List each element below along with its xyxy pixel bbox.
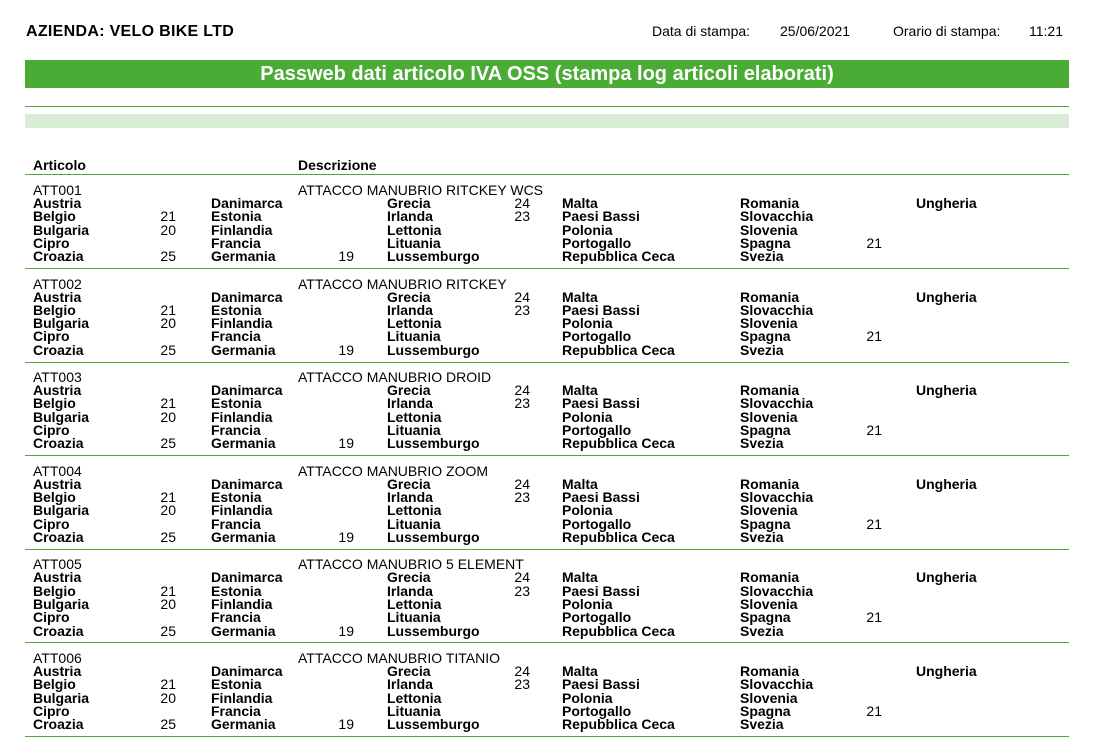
country-name: Repubblica Ceca xyxy=(562,622,675,639)
country-name: Cipro xyxy=(33,609,70,626)
country-name: Svezia xyxy=(740,716,784,733)
country-name: Slovacchia xyxy=(740,676,814,693)
country-name: Malta xyxy=(562,663,598,679)
vat-rate: 19 xyxy=(338,528,354,545)
country-name: Lussemburgo xyxy=(387,248,480,265)
country-name: Bulgaria xyxy=(33,315,90,332)
article-description: ATTACCO MANUBRIO TITANIO xyxy=(298,650,500,666)
vat-rate: 19 xyxy=(338,248,354,265)
country-name: Lussemburgo xyxy=(387,622,480,639)
country-name: Irlanda xyxy=(387,582,433,599)
country-name: Danimarca xyxy=(211,382,283,399)
country-name: Romania xyxy=(740,288,800,305)
vat-rate: 24 xyxy=(514,569,530,586)
country-name: Repubblica Ceca xyxy=(562,248,675,265)
country-name: Lituania xyxy=(387,609,441,626)
country-name: Portogallo xyxy=(562,328,632,345)
country-name: Romania xyxy=(740,475,800,492)
country-name: Germania xyxy=(211,716,276,733)
country-name: Malta xyxy=(562,288,598,305)
country-name: Danimarca xyxy=(211,195,283,211)
country-name: Lussemburgo xyxy=(387,435,480,452)
vat-rate: 21 xyxy=(866,702,882,719)
country-name: Paesi Bassi xyxy=(562,301,640,318)
country-name: Portogallo xyxy=(562,422,632,439)
vat-rate: 20 xyxy=(160,315,176,332)
vat-rate: 21 xyxy=(866,422,882,439)
record-divider xyxy=(25,642,1069,643)
country-name: Romania xyxy=(740,569,800,586)
article-description: ATTACCO MANUBRIO 5 ELEMENT xyxy=(298,556,524,573)
country-name: Lussemburgo xyxy=(387,716,480,733)
vat-rate: 21 xyxy=(160,582,176,599)
country-name: Slovacchia xyxy=(740,301,814,318)
vat-rate: 23 xyxy=(514,582,530,599)
article-code: ATT003 xyxy=(33,369,82,386)
country-name: Romania xyxy=(740,663,800,679)
country-name: Polonia xyxy=(562,595,613,612)
country-name: Lituania xyxy=(387,515,441,532)
country-name: Belgio xyxy=(33,301,76,318)
country-name: Danimarca xyxy=(211,663,283,679)
country-name: Malta xyxy=(562,475,598,492)
record-divider xyxy=(25,362,1069,363)
article-description: ATTACCO MANUBRIO RITCKEY WCS xyxy=(298,182,544,198)
country-name: Ungheria xyxy=(916,569,977,586)
country-name: Cipro xyxy=(33,515,70,532)
country-name: Finlandia xyxy=(211,689,273,706)
country-name: Germania xyxy=(211,435,276,452)
country-name: Lettonia xyxy=(387,408,442,425)
country-name: Grecia xyxy=(387,195,431,211)
print-date-value: 25/06/2021 xyxy=(780,23,851,39)
country-name: Belgio xyxy=(33,208,76,225)
country-name: Cipro xyxy=(33,234,70,251)
country-name: Paesi Bassi xyxy=(562,582,640,599)
country-name: Ungheria xyxy=(916,475,977,492)
country-name: Lussemburgo xyxy=(387,528,480,545)
country-name: Slovenia xyxy=(740,502,798,519)
country-name: Danimarca xyxy=(211,475,283,492)
country-name: Repubblica Ceca xyxy=(562,716,675,733)
country-name: Finlandia xyxy=(211,595,273,612)
article-description: ATTACCO MANUBRIO ZOOM xyxy=(298,462,489,479)
article-record xyxy=(0,276,1106,370)
country-name: Spagna xyxy=(740,422,791,439)
country-name: Svezia xyxy=(740,528,784,545)
country-name: Bulgaria xyxy=(33,408,90,425)
country-name: Austria xyxy=(33,195,82,211)
country-name: Irlanda xyxy=(387,208,433,225)
country-name: Slovenia xyxy=(740,595,798,612)
country-name: Bulgaria xyxy=(33,221,90,238)
vat-rate: 20 xyxy=(160,221,176,238)
vat-rate: 24 xyxy=(514,382,530,399)
record-divider xyxy=(25,549,1069,550)
country-name: Francia xyxy=(211,234,261,251)
column-header-article: Articolo xyxy=(33,157,86,173)
header-band xyxy=(25,114,1069,128)
country-name: Paesi Bassi xyxy=(562,489,640,506)
vat-rate: 25 xyxy=(160,248,176,265)
country-name: Slovenia xyxy=(740,408,798,425)
country-name: Grecia xyxy=(387,288,431,305)
country-name: Lituania xyxy=(387,328,441,345)
country-name: Repubblica Ceca xyxy=(562,528,675,545)
country-name: Spagna xyxy=(740,234,791,251)
country-name: Finlandia xyxy=(211,315,273,332)
vat-rate: 24 xyxy=(514,663,530,679)
country-name: Grecia xyxy=(387,569,431,586)
vat-rate: 23 xyxy=(514,489,530,506)
country-name: Finlandia xyxy=(211,502,273,519)
country-name: Portogallo xyxy=(562,234,632,251)
divider xyxy=(25,106,1069,107)
country-name: Slovacchia xyxy=(740,208,814,225)
country-name: Finlandia xyxy=(211,221,273,238)
country-name: Lituania xyxy=(387,422,441,439)
vat-rate: 21 xyxy=(866,515,882,532)
vat-rate: 21 xyxy=(866,609,882,626)
record-divider xyxy=(25,455,1069,456)
country-name: Bulgaria xyxy=(33,595,90,612)
country-name: Polonia xyxy=(562,221,613,238)
country-name: Slovenia xyxy=(740,689,798,706)
country-name: Germania xyxy=(211,528,276,545)
vat-rate: 23 xyxy=(514,395,530,412)
vat-rate: 19 xyxy=(338,341,354,358)
country-name: Danimarca xyxy=(211,569,283,586)
vat-rate: 19 xyxy=(338,622,354,639)
country-name: Estonia xyxy=(211,301,262,318)
country-name: Francia xyxy=(211,702,261,719)
vat-rate: 19 xyxy=(338,435,354,452)
country-name: Lettonia xyxy=(387,689,442,706)
vat-rate: 20 xyxy=(160,689,176,706)
country-name: Croazia xyxy=(33,248,84,265)
vat-rate: 23 xyxy=(514,208,530,225)
header-divider xyxy=(25,174,1069,175)
country-name: Lituania xyxy=(387,234,441,251)
article-record xyxy=(0,369,1106,463)
country-name: Estonia xyxy=(211,489,262,506)
country-name: Spagna xyxy=(740,702,791,719)
country-name: Spagna xyxy=(740,515,791,532)
country-name: Slovacchia xyxy=(740,582,814,599)
country-name: Portogallo xyxy=(562,702,632,719)
country-name: Ungheria xyxy=(916,663,977,679)
country-name: Slovenia xyxy=(740,315,798,332)
country-name: Finlandia xyxy=(211,408,273,425)
country-name: Svezia xyxy=(740,341,784,358)
print-time-value: 11:21 xyxy=(1029,23,1063,39)
country-name: Portogallo xyxy=(562,609,632,626)
country-name: Ungheria xyxy=(916,288,977,305)
country-name: Croazia xyxy=(33,716,84,733)
country-name: Germania xyxy=(211,341,276,358)
print-date-label: Data di stampa: xyxy=(652,23,751,39)
country-name: Lettonia xyxy=(387,315,442,332)
vat-rate: 24 xyxy=(514,195,530,211)
country-name: Irlanda xyxy=(387,676,433,693)
country-name: Croazia xyxy=(33,528,84,545)
article-record xyxy=(0,463,1106,557)
vat-rate: 21 xyxy=(160,301,176,318)
vat-rate: 21 xyxy=(160,208,176,225)
country-name: Romania xyxy=(740,382,800,399)
vat-rate: 24 xyxy=(514,475,530,492)
country-name: Lettonia xyxy=(387,595,442,612)
country-name: Polonia xyxy=(562,689,613,706)
country-name: Svezia xyxy=(740,622,784,639)
country-name: Estonia xyxy=(211,208,262,225)
country-name: Austria xyxy=(33,382,82,399)
country-name: Irlanda xyxy=(387,395,433,412)
vat-rate: 19 xyxy=(338,716,354,733)
vat-rate: 20 xyxy=(160,502,176,519)
country-name: Lettonia xyxy=(387,502,442,519)
country-name: Austria xyxy=(33,475,82,492)
article-code: ATT004 xyxy=(33,462,82,479)
country-name: Cipro xyxy=(33,328,70,345)
vat-rate: 25 xyxy=(160,528,176,545)
article-code: ATT006 xyxy=(33,650,82,666)
country-name: Francia xyxy=(211,422,261,439)
vat-rate: 21 xyxy=(160,395,176,412)
country-name: Spagna xyxy=(740,328,791,345)
article-code: ATT002 xyxy=(33,275,82,292)
country-name: Paesi Bassi xyxy=(562,208,640,225)
country-name: Romania xyxy=(740,195,800,211)
country-name: Slovacchia xyxy=(740,489,814,506)
vat-rate: 21 xyxy=(866,234,882,251)
country-name: Francia xyxy=(211,328,261,345)
article-code: ATT001 xyxy=(33,182,82,198)
country-name: Germania xyxy=(211,622,276,639)
country-name: Belgio xyxy=(33,489,76,506)
country-name: Grecia xyxy=(387,663,431,679)
country-name: Belgio xyxy=(33,582,76,599)
vat-rate: 21 xyxy=(160,676,176,693)
article-description: ATTACCO MANUBRIO DROID xyxy=(298,369,492,386)
country-name: Svezia xyxy=(740,248,784,265)
country-name: Polonia xyxy=(562,408,613,425)
country-name: Polonia xyxy=(562,315,613,332)
country-name: Paesi Bassi xyxy=(562,676,640,693)
record-divider xyxy=(25,736,1069,737)
article-description: ATTACCO MANUBRIO RITCKEY xyxy=(298,275,507,292)
print-time-label: Orario di stampa: xyxy=(893,23,1001,39)
vat-rate: 20 xyxy=(160,595,176,612)
vat-rate: 25 xyxy=(160,716,176,733)
vat-rate: 24 xyxy=(514,288,530,305)
country-name: Slovacchia xyxy=(740,395,814,412)
country-name: Grecia xyxy=(387,382,431,399)
country-name: Ungheria xyxy=(916,195,977,211)
country-name: Austria xyxy=(33,569,82,586)
country-name: Belgio xyxy=(33,395,76,412)
country-name: Cipro xyxy=(33,422,70,439)
article-record xyxy=(0,556,1106,650)
country-name: Croazia xyxy=(33,435,84,452)
country-name: Austria xyxy=(33,663,82,679)
country-name: Polonia xyxy=(562,502,613,519)
country-name: Estonia xyxy=(211,395,262,412)
vat-rate: 20 xyxy=(160,408,176,425)
vat-rate: 23 xyxy=(514,676,530,693)
article-code: ATT005 xyxy=(33,556,82,573)
country-name: Croazia xyxy=(33,341,84,358)
country-name: Belgio xyxy=(33,676,76,693)
country-name: Bulgaria xyxy=(33,502,90,519)
vat-rate: 25 xyxy=(160,622,176,639)
country-name: Cipro xyxy=(33,702,70,719)
vat-rate: 23 xyxy=(514,301,530,318)
vat-rate: 25 xyxy=(160,435,176,452)
country-name: Estonia xyxy=(211,676,262,693)
country-name: Irlanda xyxy=(387,301,433,318)
vat-rate: 25 xyxy=(160,341,176,358)
country-name: Francia xyxy=(211,609,261,626)
column-header-description: Descrizione xyxy=(298,157,377,173)
article-record xyxy=(0,182,1106,276)
country-name: Estonia xyxy=(211,582,262,599)
country-name: Lussemburgo xyxy=(387,341,480,358)
country-name: Lettonia xyxy=(387,221,442,238)
country-name: Austria xyxy=(33,288,82,305)
country-name: Ungheria xyxy=(916,382,977,399)
country-name: Malta xyxy=(562,569,598,586)
country-name: Danimarca xyxy=(211,288,283,305)
report-title: Passweb dati articolo IVA OSS (stampa log articoli elaborati) xyxy=(25,60,1069,88)
vat-rate: 21 xyxy=(866,328,882,345)
country-name: Slovenia xyxy=(740,221,798,238)
country-name: Repubblica Ceca xyxy=(562,435,675,452)
country-name: Portogallo xyxy=(562,515,632,532)
country-name: Malta xyxy=(562,195,598,211)
country-name: Irlanda xyxy=(387,489,433,506)
country-name: Germania xyxy=(211,248,276,265)
vat-rate: 21 xyxy=(160,489,176,506)
country-name: Bulgaria xyxy=(33,689,90,706)
article-record xyxy=(0,650,1106,744)
company-name: AZIENDA: VELO BIKE LTD xyxy=(26,23,235,40)
country-name: Croazia xyxy=(33,622,84,639)
country-name: Francia xyxy=(211,515,261,532)
country-name: Svezia xyxy=(740,435,784,452)
country-name: Paesi Bassi xyxy=(562,395,640,412)
country-name: Grecia xyxy=(387,475,431,492)
country-name: Spagna xyxy=(740,609,791,626)
country-name: Repubblica Ceca xyxy=(562,341,675,358)
country-name: Lituania xyxy=(387,702,441,719)
record-divider xyxy=(25,268,1069,269)
country-name: Malta xyxy=(562,382,598,399)
